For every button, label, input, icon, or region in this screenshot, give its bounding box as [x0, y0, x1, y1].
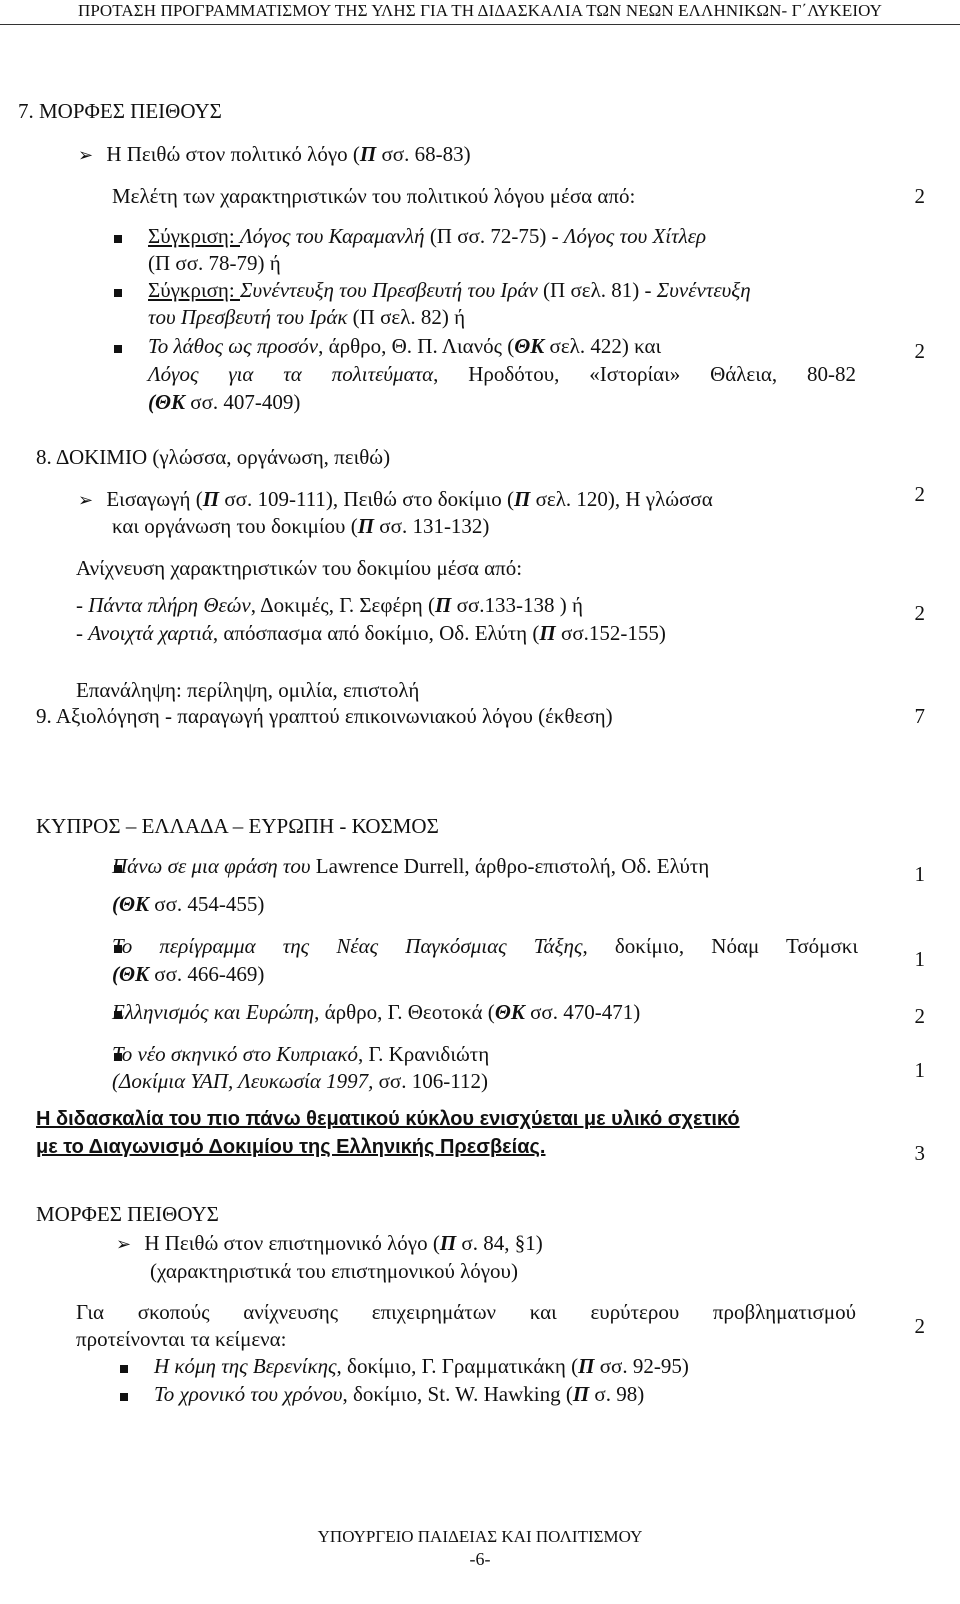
- s7-bullet-2-line-2: του Πρεσβευτή του Ιράκ (Π σελ. 82) ή: [148, 305, 466, 329]
- cyprus-item-1-line-2: (ΘΚ σσ. 454-455): [112, 892, 265, 916]
- persuasion-2-text-2: Το χρονικό του χρόνου, δοκίμιο, St. W. Hawking (Π σ. 98): [154, 1382, 645, 1406]
- note-line-2: με το Διαγωνισμό Δοκιμίου της Ελληνικής Πρεσβείας.: [36, 1136, 546, 1158]
- hours-s8-2: 2: [914, 601, 925, 625]
- s7-bullet-3-line-3: (ΘΚ σσ. 407-409): [148, 390, 301, 414]
- cyprus-item-2-line-1: Το περίγραμμα της Νέας Παγκόσμιας Τάξης, δοκίμιο, Νόαμ Τσόμσκι: [112, 934, 858, 958]
- s7-bullet-1-line-2: (Π σσ. 78-79) ή: [148, 251, 281, 275]
- running-header: [0, 0, 960, 25]
- s8-essay-1: - Πάντα πλήρη Θεών, Δοκιμές, Γ. Σεφέρη (Π σσ.133-138 ) ή: [76, 593, 583, 617]
- cyprus-item-4-line-1: Το νέο σκηνικό στο Κυπριακό, Γ. Κρανιδιώτη: [112, 1042, 490, 1066]
- s7-bullet-3-line-2: Λόγος για τα πολιτεύματα, Ηροδότου, «Ιστορίαι» Θάλεια, 80-82: [148, 362, 856, 386]
- square-bullet-icon: [114, 286, 122, 304]
- hours-note: 3: [914, 1141, 925, 1165]
- arrow-bullet-icon: ➢: [116, 1234, 132, 1255]
- arrow-bullet-icon: ➢: [78, 145, 94, 166]
- hours-cyprus-2: 1: [914, 947, 925, 971]
- hours-s8-1: 2: [914, 482, 925, 506]
- running-title: ΠΡΟΤΑΣΗ ΠΡΟΓΡΑΜΜΑΤΙΣΜΟΥ ΤΗΣ ΥΛΗΣ ΓΙΑ ΤΗ ΔΙΔΑΣΚΑΛΙΑ ΤΩΝ ΝΕΩΝ ΕΛΛΗΝΙΚΩΝ- Γ΄ΛΥΚΕΙΟΥ: [77, 1, 883, 20]
- page-number: -6-: [469, 1549, 491, 1569]
- s7-bullet-2-line-1: Σύγκριση: Συνέντευξη του Πρεσβευτή του Ιράν (Π σελ. 81) - Συνέντευξη: [148, 278, 751, 302]
- hours-cyprus-4: 1: [914, 1058, 925, 1082]
- persuasion-2-para-line-2: προτείνονται τα κείμενα:: [76, 1327, 287, 1351]
- hours-s7-2: 2: [914, 339, 925, 363]
- persuasion-2-arrow-line-1: ➢ Η Πειθώ στον επιστημονικό λόγο (Π σ. 84, §1): [116, 1231, 543, 1255]
- cyprus-item-2-line-2: (ΘΚ σσ. 466-469): [112, 962, 265, 986]
- hours-cyprus-3: 2: [914, 1004, 925, 1028]
- persuasion-2-arrow-line-2: (χαρακτηριστικά του επιστημονικού λόγου): [150, 1259, 518, 1283]
- s8-essay-2: - Ανοιχτά χαρτιά, απόσπασμα από δοκίμιο, Οδ. Ελύτη (Π σσ.152-155): [76, 621, 666, 645]
- square-bullet-icon: [114, 232, 122, 250]
- hours-s9: 7: [914, 704, 925, 728]
- cyprus-heading: ΚΥΠΡΟΣ – ΕΛΛΑΔΑ – ΕΥΡΩΠΗ - ΚΟΣΜΟΣ: [36, 814, 439, 838]
- s7-bullet-1-line-1: Σύγκριση: Λόγος του Καραμανλή (Π σσ. 72-75) - Λόγος του Χίτλερ: [148, 224, 707, 248]
- persuasion-2-heading: ΜΟΡΦΕΣ ΠΕΙΘΟΥΣ: [36, 1202, 219, 1226]
- section-7-heading: 7. ΜΟΡΦΕΣ ΠΕΙΘΟΥΣ: [18, 99, 222, 123]
- s9-review-text: Επανάληψη: περίληψη, ομιλία, επιστολή: [76, 678, 420, 702]
- section-8-heading: 8. ΔΟΚΙΜΙΟ (γλώσσα, οργάνωση, πειθώ): [36, 445, 391, 469]
- hours-cyprus-1: 1: [914, 862, 925, 886]
- s8-trace-text: Ανίχνευση χαρακτηριστικών του δοκιμίου μέσα από:: [76, 556, 523, 580]
- s7-arrow-item: ➢ Η Πειθώ στον πολιτικό λόγο (Π σσ. 68-83): [78, 142, 471, 166]
- cyprus-item-3: Ελληνισμός και Ευρώπη, άρθρο, Γ. Θεοτοκά (ΘΚ σσ. 470-471): [112, 1000, 641, 1024]
- square-bullet-icon: [114, 342, 122, 360]
- footer-ministry: ΥΠΟΥΡΓΕΙΟ ΠΑΙΔΕΙΑΣ ΚΑΙ ΠΟΛΙΤΙΣΜΟΥ: [317, 1527, 643, 1546]
- square-bullet-icon: [120, 1362, 128, 1380]
- hours-s7-1: 2: [914, 184, 925, 208]
- hours-persuasion-2: 2: [914, 1314, 925, 1338]
- persuasion-2-text-1: Η κόμη της Βερενίκης, δοκίμιο, Γ. Γραμματικάκη (Π σσ. 92-95): [154, 1354, 689, 1378]
- square-bullet-icon: [120, 1390, 128, 1408]
- cyprus-item-4-line-2: (Δοκίμια ΥΑΠ, Λευκωσία 1997, σσ. 106-112): [112, 1069, 488, 1093]
- s8-arrow-line-1: ➢ Εισαγωγή (Π σσ. 109-111), Πειθώ στο δοκίμιο (Π σελ. 120), Η γλώσσα: [78, 487, 713, 511]
- persuasion-2-para-line-1: Για σκοπούς ανίχνευσης επιχειρημάτων και ευρύτερου προβληματισμού: [76, 1300, 856, 1324]
- note-line-1: Η διδασκαλία του πιο πάνω θεματικού κύκλου ενισχύεται με υλικό σχετικό: [36, 1108, 740, 1130]
- s7-study-text: Μελέτη των χαρακτηριστικών του πολιτικού λόγου μέσα από:: [112, 184, 636, 208]
- cyprus-item-1-line-1: Πάνω σε μια φράση του Lawrence Durrell, άρθρο-επιστολή, Οδ. Ελύτη: [112, 854, 710, 878]
- section-9-heading: 9. Αξιολόγηση - παραγωγή γραπτού επικοινωνιακού λόγου (έκθεση): [36, 704, 613, 728]
- s8-arrow-line-2: και οργάνωση του δοκιμίου (Π σσ. 131-132): [112, 514, 490, 538]
- s7-bullet-3-line-1: Το λάθος ως προσόν, άρθρο, Θ. Π. Λιανός (ΘΚ σελ. 422) και: [148, 334, 662, 358]
- arrow-bullet-icon: ➢: [78, 490, 94, 511]
